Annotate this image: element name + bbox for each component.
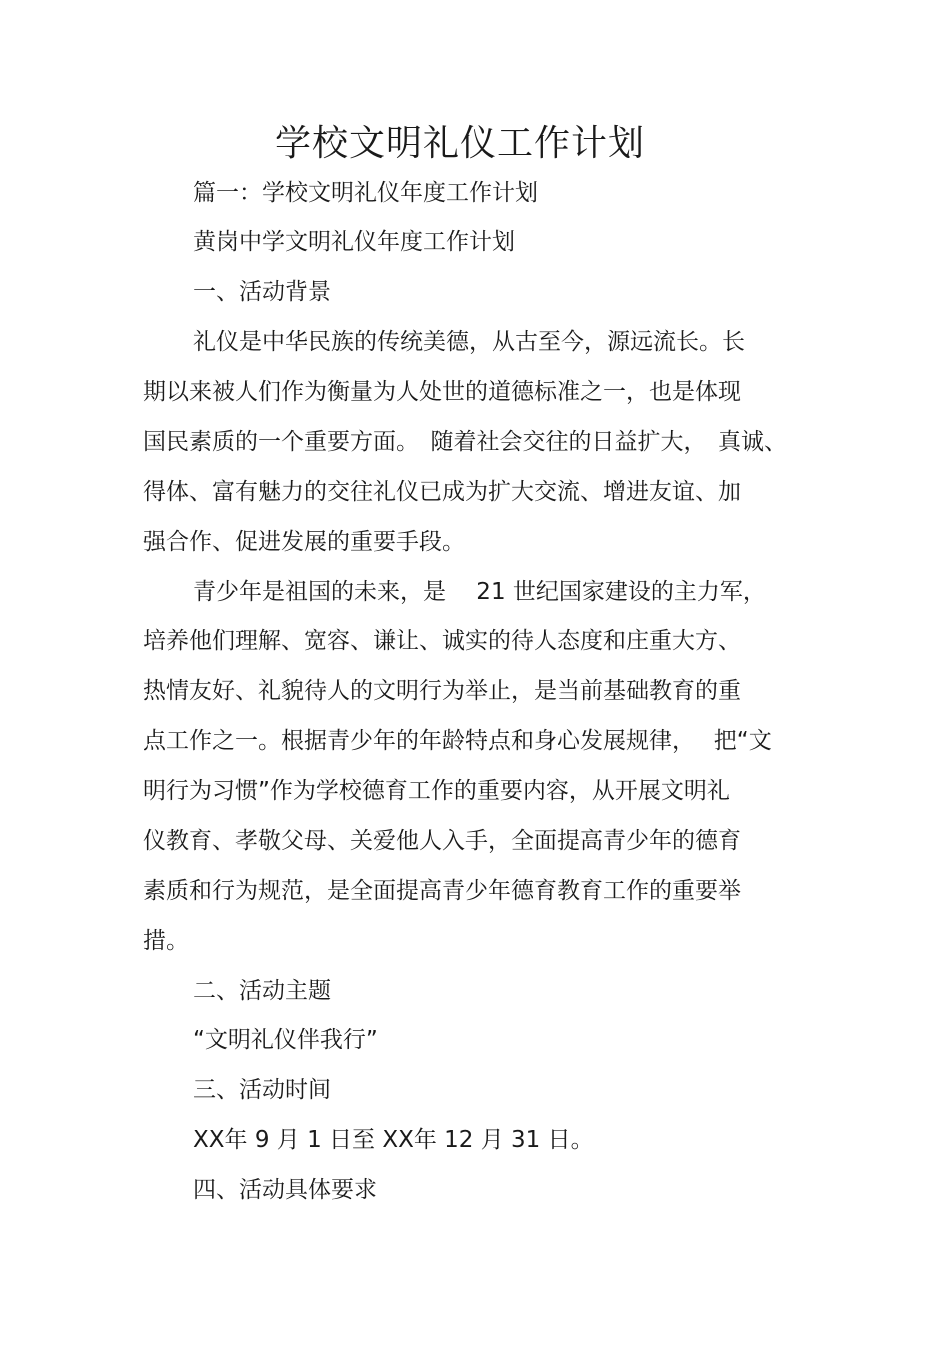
paragraph-line: 礼仪是中华民族的传统美德，从古至今，源远流长。长	[193, 329, 745, 355]
paragraph-line: 青少年是祖国的未来，是 21 世纪国家建设的主力军，	[193, 579, 766, 605]
document-title: 学校文明礼仪工作计划	[274, 123, 645, 164]
subtitle-line: 篇一：学校文明礼仪年度工作计划	[193, 180, 538, 206]
school-plan-heading: 黄岗中学文明礼仪年度工作计划	[193, 229, 515, 255]
paragraph-line: 得体、富有魅力的交往礼仪已成为扩大交流、增进友谊、加	[143, 479, 741, 505]
paragraph-line: 期以来被人们作为衡量为人处世的道德标准之一，也是体现	[143, 379, 741, 405]
theme-slogan: “文明礼仪伴我行”	[193, 1027, 378, 1053]
paragraph-line: 措。	[143, 928, 189, 954]
paragraph-line: 培养他们理解、宽容、谦让、诚实的待人态度和庄重大方、	[143, 628, 741, 654]
section-heading-theme: 二、活动主题	[193, 978, 331, 1004]
paragraph-line: 仪教育、孝敬父母、关爱他人入手，全面提高青少年的德育	[143, 828, 741, 854]
paragraph-line: 国民素质的一个重要方面。 随着社会交往的日益扩大， 真诚、	[143, 429, 787, 455]
section-heading-requirements: 四、活动具体要求	[193, 1177, 377, 1203]
section-heading-time: 三、活动时间	[193, 1077, 331, 1103]
section-heading-background: 一、活动背景	[193, 279, 331, 305]
paragraph-line: 强合作、促进发展的重要手段。	[143, 529, 465, 555]
paragraph-line: 热情友好、礼貌待人的文明行为举止，是当前基础教育的重	[143, 678, 741, 704]
paragraph-line: 明行为习惯”作为学校德育工作的重要内容，从开展文明礼	[143, 778, 730, 804]
paragraph-line: 点工作之一。根据青少年的年龄特点和身心发展规律， 把“文	[143, 728, 772, 754]
paragraph-line: 素质和行为规范，是全面提高青少年德育教育工作的重要举	[143, 878, 741, 904]
activity-dates: XX年 9 月 1 日至 XX年 12 月 31 日。	[193, 1127, 594, 1153]
